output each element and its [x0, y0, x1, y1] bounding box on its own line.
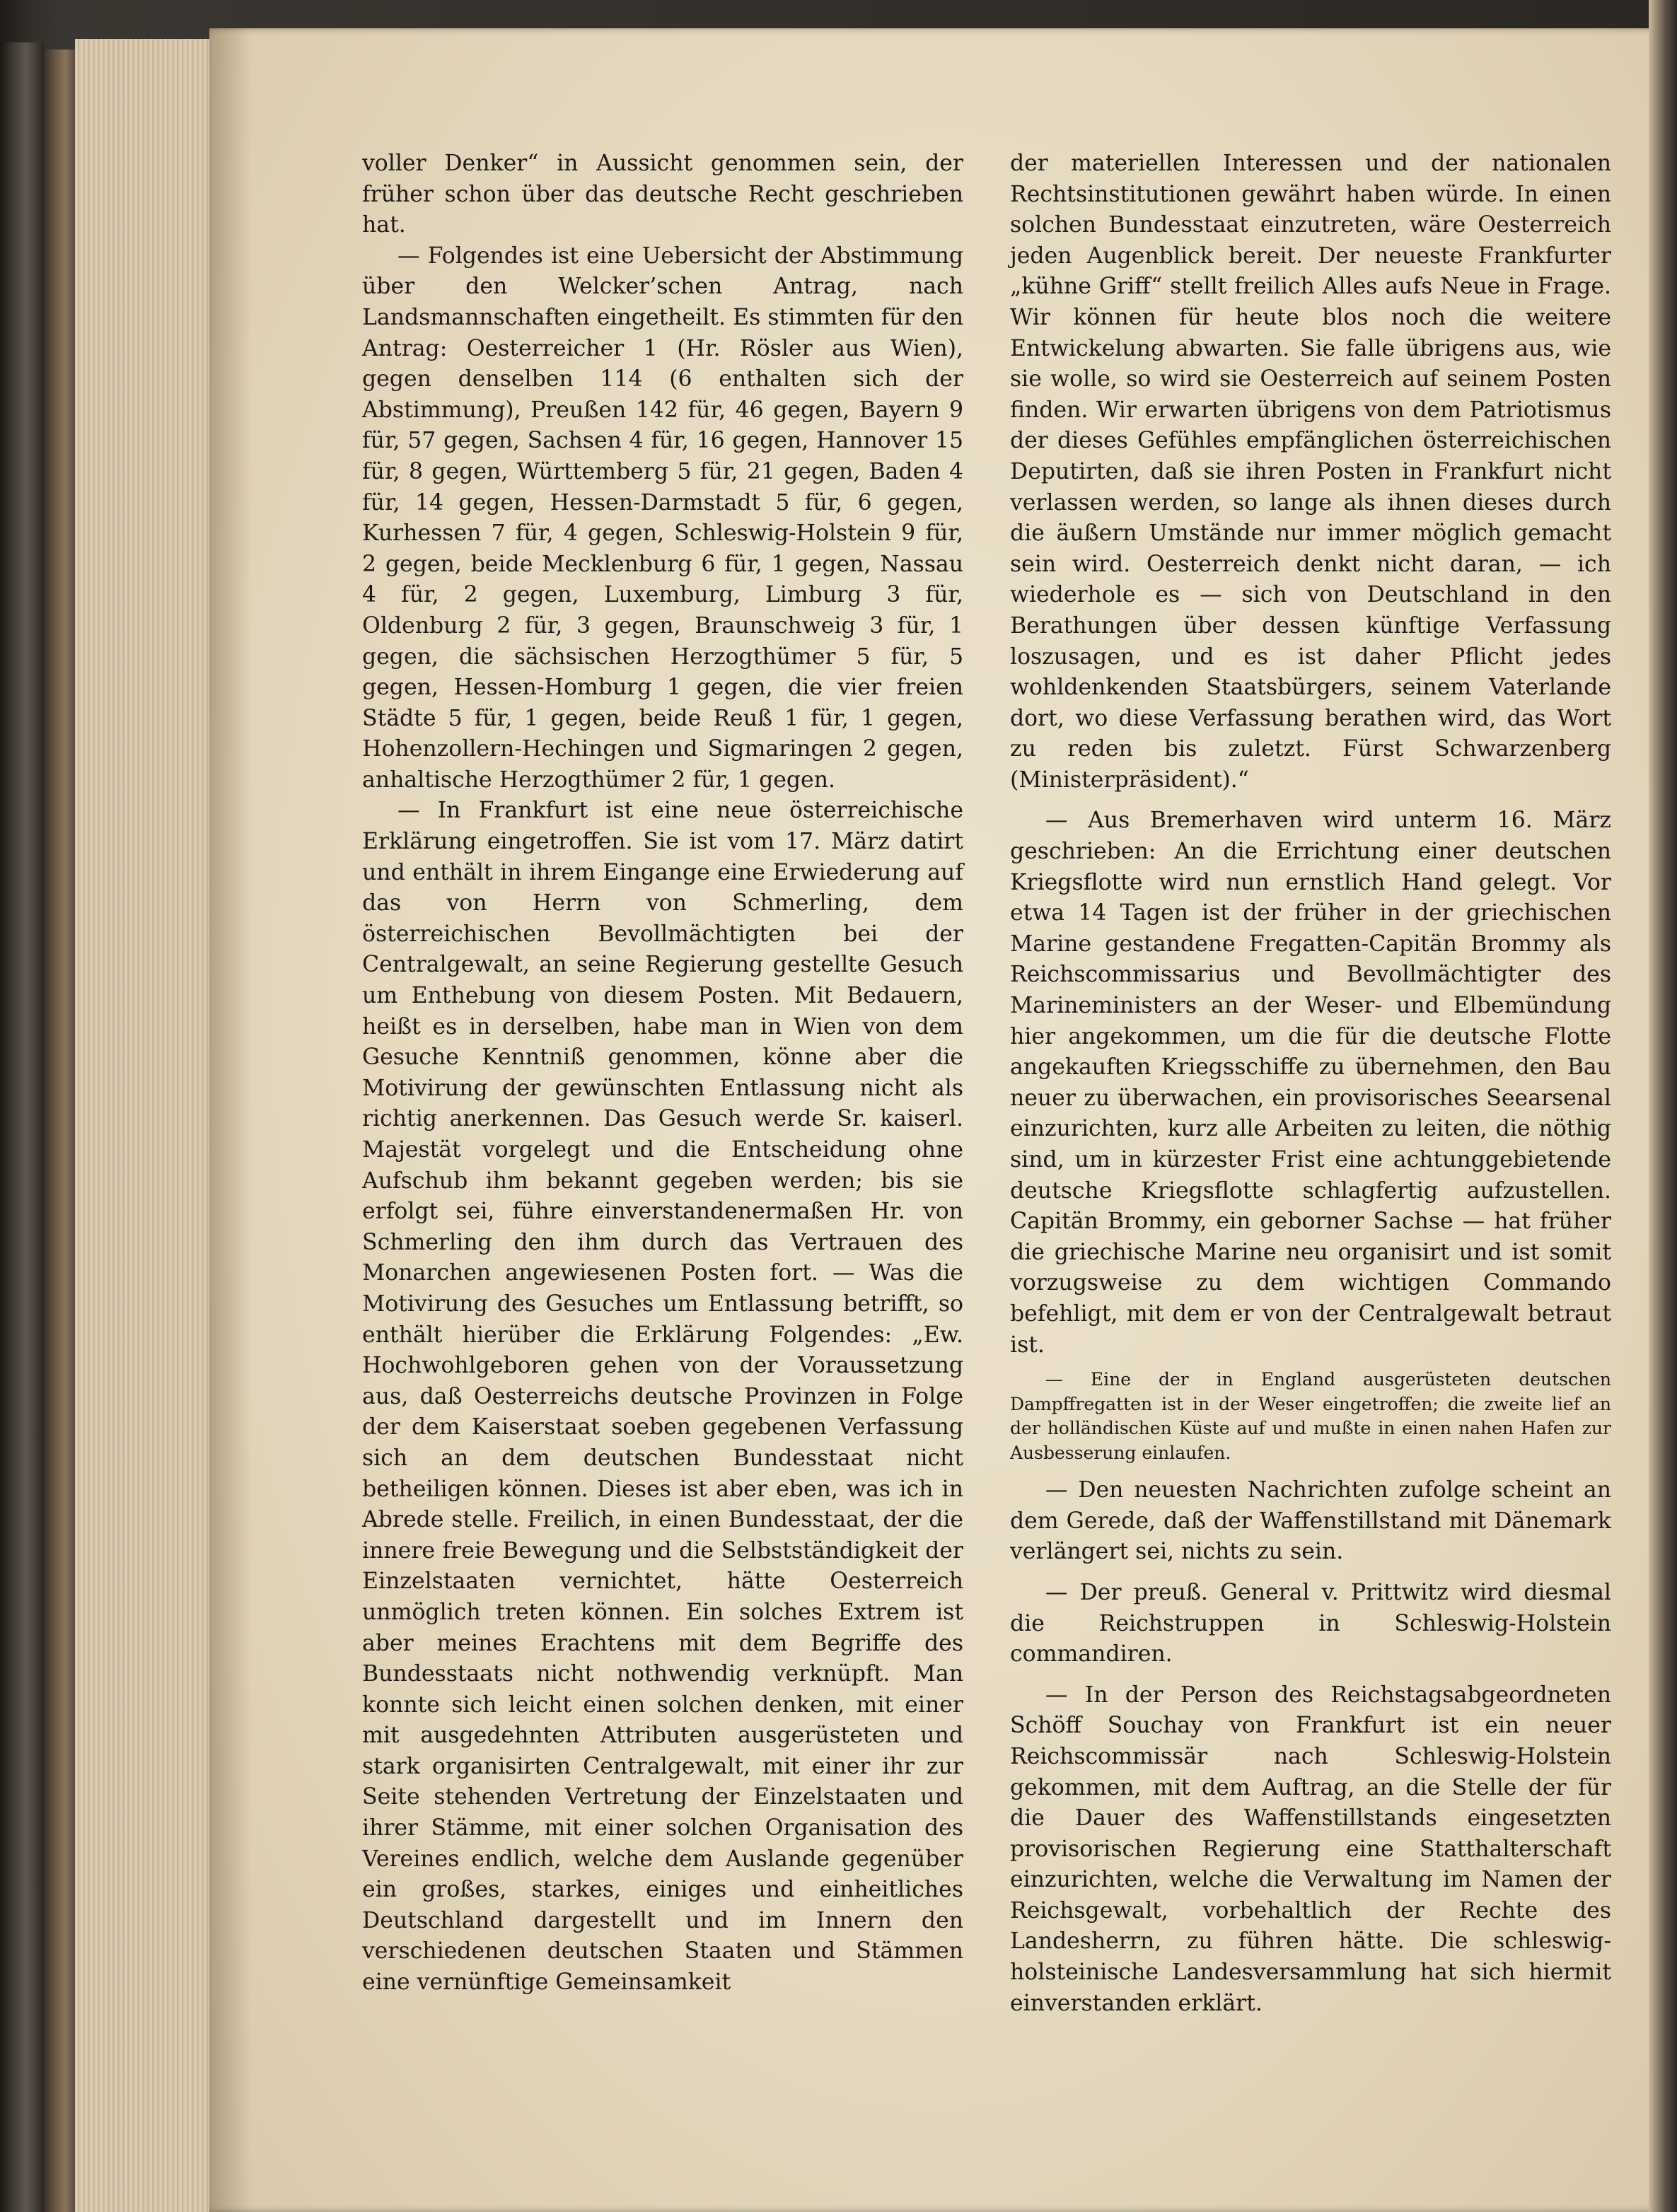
right-column	[1010, 149, 1611, 2019]
right-page-edge	[1649, 0, 1677, 2212]
book-spine	[0, 42, 44, 2212]
article-austrian-declaration: — In Frankfurt ist eine neue österreichische Erklärung eingetroffen. Sie ist vom 17. März datirt und enthält in ihrem Eingange eine Erwiederung auf das von Herrn von Schmerling, dem österreichischen Bevollmächtigten bei der Centralgewalt, an seine Regierung gestellte Gesuch um Enthebung von diesem Posten. Mit Bedauern, heißt es in derselben, habe man in Wien von dem Gesuche Kenntniß genommen, könne aber die Motivirung der gewünschten Entlassung nicht als richtig anerkennen. Das Gesuch werde Sr. kaiserl. Majestät vorgelegt und die Entscheidung ohne Aufschub ihm bekannt gegeben werden; bis sie erfolgt sei, führe einverstandenermaßen Hr. von Schmerling den ihm durch das Vertrauen des Monarchen angewiesenen Posten fort. — Was die Motivirung des Gesuches um Entlassung betrifft, so enthält hierüber die Erklärung Folgendes: „Ew. Hochwohlgeboren gehen von der Voraussetzung aus, daß Oesterreichs deutsche Provinzen in Folge der dem Kaiserstaat soeben gegebenen Verfassung sich an dem deutschen Bundesstaat nicht betheiligen können. Dieses ist aber eben, was ich in Abrede stelle. Freilich, in einen Bundesstaat, der die innere freie Bewegung und die Selbstständigkeit der Einzelstaaten vernichtet, hätte Oesterreich unmöglich treten können. Ein solches Extrem ist aber meines Erachtens mit dem Begriffe des Bundesstaats nicht nothwendig verknüpft. Man konnte sich leicht einen solchen denken, mit einer mit ausgedehnten Attributen ausgerüsteten und stark organisirten Centralgewalt, mit einer ihr zur Seite stehenden Vertretung der Einzelstaaten und ihrer Stämme, mit einer solchen Organisation des Vereines endlich, welche dem Auslande gegenüber ein großes, starkes, einiges und einheitliches Deutschland dargestellt und im Innern den verschiedenen deutschen Staaten und Stämmen eine vernünftige Gemeinsamkeit	[362, 798, 963, 1996]
article-declaration-continued: der materiellen Interessen und der nationalen Rechtsinstitutionen gewährt haben würde. In einen solchen Bundesstaat einzutreten, wäre Oesterreich jeden Augenblick bereit. Der neueste Frankfurter „kühne Griff“ stellt freilich Alles aufs Neue in Frage. Wir können für heute blos noch die weitere Entwickelung abwarten. Sie falle übrigens aus, wie sie wolle, so wird sie Oesterreich auf seinem Posten finden. Wir erwarten übrigens von dem Patriotismus der dieses Gefühles empfänglichen österreichischen Deputirten, daß sie ihren Posten in Frankfurt nicht verlassen werden, so lange als ihnen dieses durch die äußern Umstände nur immer möglich gemacht sein wird. Oesterreich denkt nicht daran, — ich wiederhole es — sich von Deutschland in den Berathungen über dessen künftige Verfassung loszusagen, und es ist daher Pflicht jedes wohldenkenden Staatsbürgers, seinem Vaterlande dort, wo diese Verfassung berathen wird, das Wort zu reden bis zuletzt. Fürst Schwarzenberg (Ministerpräsident).“	[1010, 151, 1611, 793]
cover-board-edge	[44, 50, 75, 2212]
article-continuation: voller Denker“ in Aussicht genommen sein, der früher schon über das deutsche Recht geschrieben hat.	[362, 151, 963, 238]
article-prittwitz: — Der preuß. General v. Prittwitz wird diesmal die Reichstruppen in Schleswig-Holstein commandiren.	[1010, 1579, 1611, 1667]
page-stack-edge	[75, 39, 209, 2212]
article-armistice: — Den neuesten Nachrichten zufolge scheint an dem Gerede, daß der Waffenstillstand mit Dänemark verlängert sei, nichts zu sein.	[1010, 1477, 1611, 1565]
article-vote-summary: — Folgendes ist eine Uebersicht der Abstimmung über den Welcker’schen Antrag, nach Landsmannschaften eingetheilt. Es stimmten für den Antrag: Oesterreicher 1 (Hr. Rösler aus Wien), gegen denselben 114 (6 enthalten sich der Abstimmung), Preußen 142 für, 46 gegen, Bayern 9 für, 57 gegen, Sachsen 4 für, 16 gegen, Hannover 15 für, 8 gegen, Württemberg 5 für, 21 gegen, Baden 4 für, 14 gegen, Hessen-Darmstadt 5 für, 6 gegen, Kurhessen 7 für, 4 gegen, Schleswig-Holstein 9 für, 2 gegen, beide Mecklenburg 6 für, 1 gegen, Nassau 4 für, 2 gegen, Luxemburg, Limburg 3 für, Oldenburg 2 für, 3 gegen, Braunschweig 3 für, 1 gegen, die sächsischen Herzogthümer 5 für, 5 gegen, Hessen-Homburg 1 gegen, die vier freien Städte 5 für, 1 gegen, beide Reuß 1 für, 1 gegen, Hohenzollern-Hechingen und Sigmaringen 2 gegen, anhaltische Herzogthümer 2 für, 1 gegen.	[362, 243, 963, 793]
article-souchay: — In der Person des Reichstagsabgeordneten Schöff Souchay von Frankfurt ist ein neuer Reichscommissär nach Schleswig-Holstein gekommen, mit dem Auftrag, an die Stelle der für die Dauer des Waffenstillstands eingesetzten provisorischen Regierung eine Statthalterschaft einzurichten, welche die Verwaltung im Namen der Reichsgewalt, vorbehaltlich der Rechte des Landesherrn, zu führen hätte. Die schleswig-holsteinische Landesversammlung hat sich hiermit einverstanden erklärt.	[1010, 1682, 1611, 2016]
article-bremerhaven: — Aus Bremerhaven wird unterm 16. März geschrieben: An die Errichtung einer deutschen Kriegsflotte wird nun ernstlich Hand gelegt. Vor etwa 14 Tagen ist der früher in der griechischen Marine gestandene Fregatten-Capitän Brommy als Reichscommissarius und Bevollmächtigter des Marineministers an der Weser- und Elbemündung hier angekommen, um die für die deutsche Flotte angekauften Kriegsschiffe zu übernehmen, den Bau neuer zu überwachen, ein provisorisches Seearsenal einzurichten, kurz alle Arbeiten zu leiten, die nöthig sind, um in kürzester Frist eine achtunggebietende deutsche Kriegsflotte schlagfertig aufzustellen. Capitän Brommy, ein geborner Sachse — hat früher die griechische Marine neu organisirt und ist somit vorzugsweise zu dem wichtigen Commando befehligt, mit dem er von der Centralgewalt betraut ist.	[1010, 808, 1611, 1358]
article-steam-frigates: — Eine der in England ausgerüsteten deutschen Dampffregatten ist in der Weser eingetroffen; die zweite lief an der holländischen Küste auf und mußte in einen nahen Hafen zur Ausbesserung einlaufen.	[1010, 1369, 1611, 1463]
left-column	[362, 149, 963, 1998]
gutter-shadow	[209, 28, 252, 2212]
